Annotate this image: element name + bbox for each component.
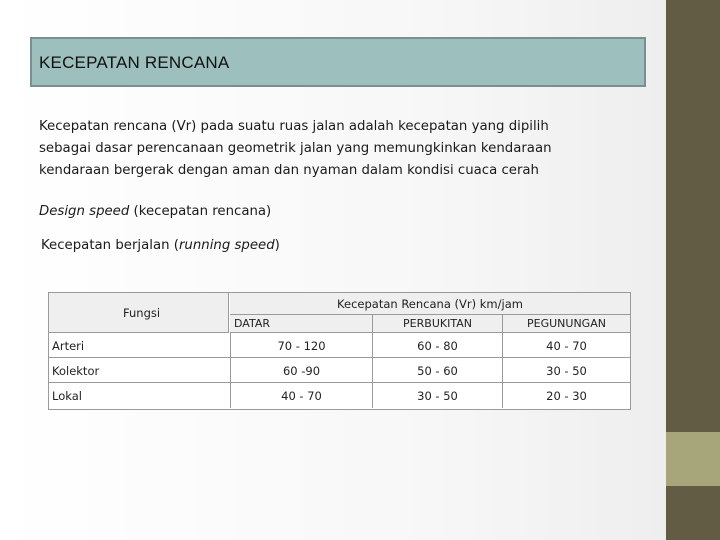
definition-paragraph — [39, 116, 552, 182]
header-speed — [230, 293, 630, 315]
table-cell — [372, 333, 502, 358]
sidebar-top-block — [666, 0, 720, 432]
slide-title-box — [30, 37, 646, 87]
sidebar-middle-block — [666, 432, 720, 486]
header-speed-label: Kecepatan Rencana (Vr) km/jam — [337, 297, 523, 311]
subheader-perbukitan-label: PERBUKITAN — [403, 317, 472, 330]
table-row-label — [49, 383, 230, 408]
table-cell — [230, 358, 372, 383]
row-fungsi: Kolektor — [52, 364, 100, 378]
table-cell — [230, 383, 372, 408]
design-speed-line — [39, 201, 271, 223]
header-fungsi-label: Fungsi — [123, 306, 161, 320]
cell-perbukitan: 50 - 60 — [417, 364, 458, 378]
subheader-pegunungan-label: PEGUNUNGAN — [527, 317, 606, 330]
table-cell — [372, 358, 502, 383]
row-fungsi: Lokal — [52, 389, 82, 403]
cell-datar: 60 -90 — [282, 364, 321, 378]
table-cell — [502, 333, 630, 358]
cell-pegunungan: 20 - 30 — [546, 389, 587, 403]
subheader-perbukitan — [372, 315, 502, 333]
subheader-pegunungan — [502, 315, 630, 333]
subheader-datar-label: DATAR — [234, 317, 270, 330]
cell-pegunungan: 40 - 70 — [546, 339, 587, 353]
speed-table — [48, 292, 631, 410]
slide-title: KECEPATAN RENCANA — [39, 53, 230, 72]
row-fungsi: Arteri — [52, 339, 85, 353]
cell-perbukitan: 30 - 50 — [417, 389, 458, 403]
table-cell — [502, 383, 630, 408]
header-fungsi — [49, 293, 229, 333]
cell-datar: 40 - 70 — [281, 389, 322, 403]
sidebar-decoration — [666, 0, 720, 540]
running-speed-suffix: ) — [274, 238, 280, 253]
running-speed-line — [41, 235, 280, 257]
sidebar-bottom-block — [666, 486, 720, 540]
design-speed-rest: (kecepatan rencana) — [129, 204, 272, 219]
running-speed-prefix: Kecepatan berjalan ( — [41, 238, 179, 253]
cell-pegunungan: 30 - 50 — [546, 364, 587, 378]
design-speed-italic: Design speed — [39, 204, 130, 219]
running-speed-italic: running speed — [178, 238, 275, 253]
paragraph-line: kendaraan bergerak dengan aman dan nyaman dalam kondisi cuaca cerah — [39, 163, 539, 178]
table-row-label — [49, 358, 230, 383]
cell-datar: 70 - 120 — [277, 339, 326, 353]
subheader-datar — [230, 315, 372, 333]
paragraph-line: Kecepatan rencana (Vr) pada suatu ruas jalan adalah kecepatan yang dipilih — [39, 119, 549, 134]
table-cell — [372, 383, 502, 408]
table-cell — [230, 333, 372, 358]
cell-perbukitan: 60 - 80 — [417, 339, 458, 353]
table-cell — [502, 358, 630, 383]
paragraph-line: sebagai dasar perencanaan geometrik jalan yang memungkinkan kendaraan — [39, 141, 552, 156]
table-row-label — [49, 333, 230, 358]
